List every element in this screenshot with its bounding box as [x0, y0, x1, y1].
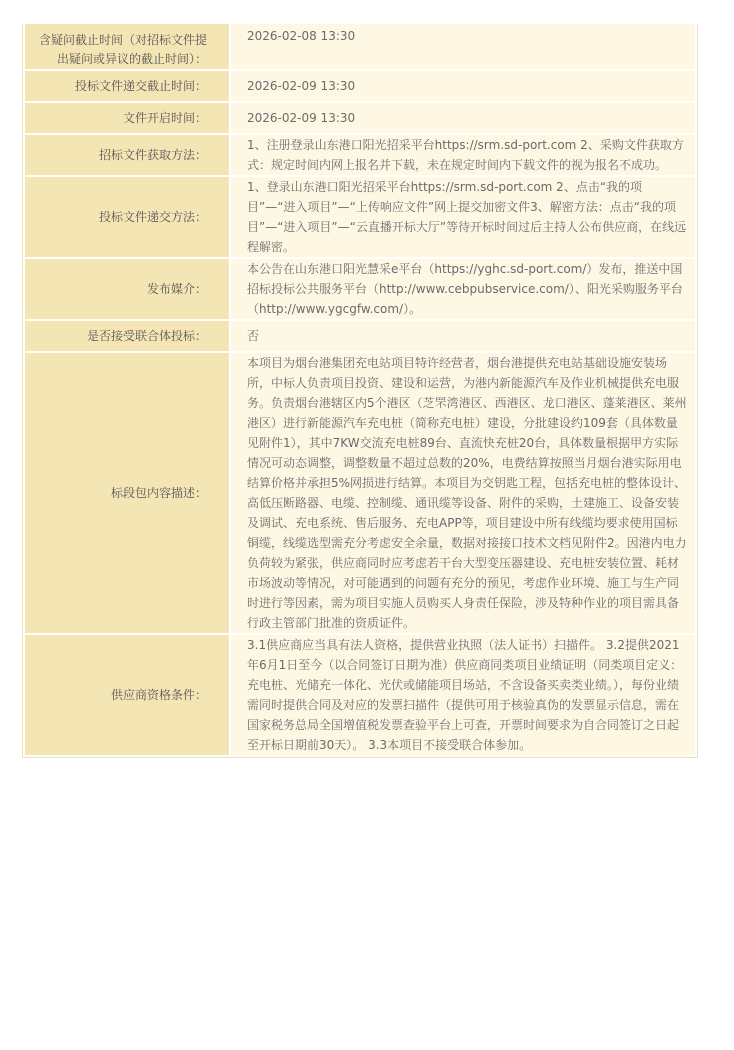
tender-info-table — [22, 0, 698, 758]
row-value: 本项目为烟台港集团充电站项目特许经营者，烟台港提供充电站基础设施安装场所，中标人负责项目投资、建设和运营，为港内新能源汽车及作业机械提供充电服务。负责烟台港辖区内5个港区（芝罘湾港区、西港区、龙口港区、蓬莱港区、莱州港区）进行新能源汽车充电桩（简称充电桩）建设，分批建设约109套（具体数量见附件1），其中7KW交流充电桩89台、直流快充桩20台，具体数量根据甲方实际情况可动态调整，调整数量不超过总数的20%，电费结算按照当月烟台港实际用电结算价格并承担5%网损进行结算。本项目为交钥匙工程，包括充电桩的整体设计、高低压断路器、电缆、控制缆、通讯缆等设备、附件的采购，土建施工、设备安装及调试、充电系统、售后服务、充电APP等，项目建设中所有线缆均要求使用国标铜缆，线缆选型需充分考虑安全余量，数据对接接口技术文档见附件2。因港内电力负荷较为紧张，供应商同时应考虑若干台大型变压器建设、充电桩安装位置、耗材市场波动等情况，对可能遇到的问题有充分的预见，考虑作业环境、施工与生产同时进行等因素，需为项目实施人员购买人身责任保险，涉及特种作业的项目需具备行政主管部门批准的资质证件。 — [231, 353, 695, 633]
row-value: 2026-02-08 13:30 — [231, 3, 695, 69]
row-label: 投标文件递交截止时间： — [25, 71, 229, 101]
row-label: 招标文件获取方法： — [25, 135, 229, 175]
row-label: 标段包内容描述： — [25, 353, 229, 633]
row-label: 发布媒介： — [25, 259, 229, 319]
row-value: 2026-02-09 13:30 — [231, 103, 695, 133]
row-label: 供应商资格条件： — [25, 635, 229, 755]
label-text: 含疑问截止时间（对招标文件提出疑问或异议的截止时间）： — [38, 33, 207, 66]
page-top-edge — [0, 0, 734, 24]
row-value: 1、注册登录山东港口阳光招采平台https://srm.sd-port.com 2、采购文件获取方式：规定时间内网上报名并下载，未在规定时间内下载文件的视为报名不成功。 — [231, 135, 695, 175]
row-value: 本公告在山东港口阳光慧采e平台（https://yghc.sd-port.com/）发布，推送中国招标投标公共服务平台（http://www.cebpubservice.com/）、阳光采购服务平台（http://www.ygcgfw.com/）。 — [231, 259, 695, 319]
row-value: 3.1供应商应当具有法人资格，提供营业执照（法人证书）扫描件。 3.2提供2021年6月1日至今（以合同签订日期为准）供应商同类项目业绩证明（同类项目定义：充电桩、光储充一体化、光伏或储能项目场站，不含设备买卖类业绩。），每份业绩需同时提供合同及对应的发票扫描件（提供可用于核验真伪的发票显示信息，需在国家税务总局全国增值税发票查验平台上可查，开票时间要求为自合同签订之日起至开标日期前30天）。 3.3本项目不接受联合体参加。 — [231, 635, 695, 755]
row-label: 是否接受联合体投标： — [25, 321, 229, 351]
table-row — [25, 259, 695, 319]
table-row — [25, 103, 695, 133]
table-row — [25, 135, 695, 175]
table-row — [25, 353, 695, 633]
table-row — [25, 635, 695, 755]
row-value: 2026-02-09 13:30 — [231, 71, 695, 101]
table-row — [25, 321, 695, 351]
table-row — [25, 177, 695, 257]
table-row — [25, 71, 695, 101]
row-value: 1、登录山东港口阳光招采平台https://srm.sd-port.com 2、点击“我的项目”—“进入项目”—“上传响应文件”网上提交加密文件3、解密方法：点击“我的项目”—“进入项目”—“云直播开标大厅”等待开标时间过后主持人公布供应商，在线远程解密。 — [231, 177, 695, 257]
row-label: 投标文件递交方法： — [25, 177, 229, 257]
row-label: 文件开启时间： — [25, 103, 229, 133]
row-value: 否 — [231, 321, 695, 351]
